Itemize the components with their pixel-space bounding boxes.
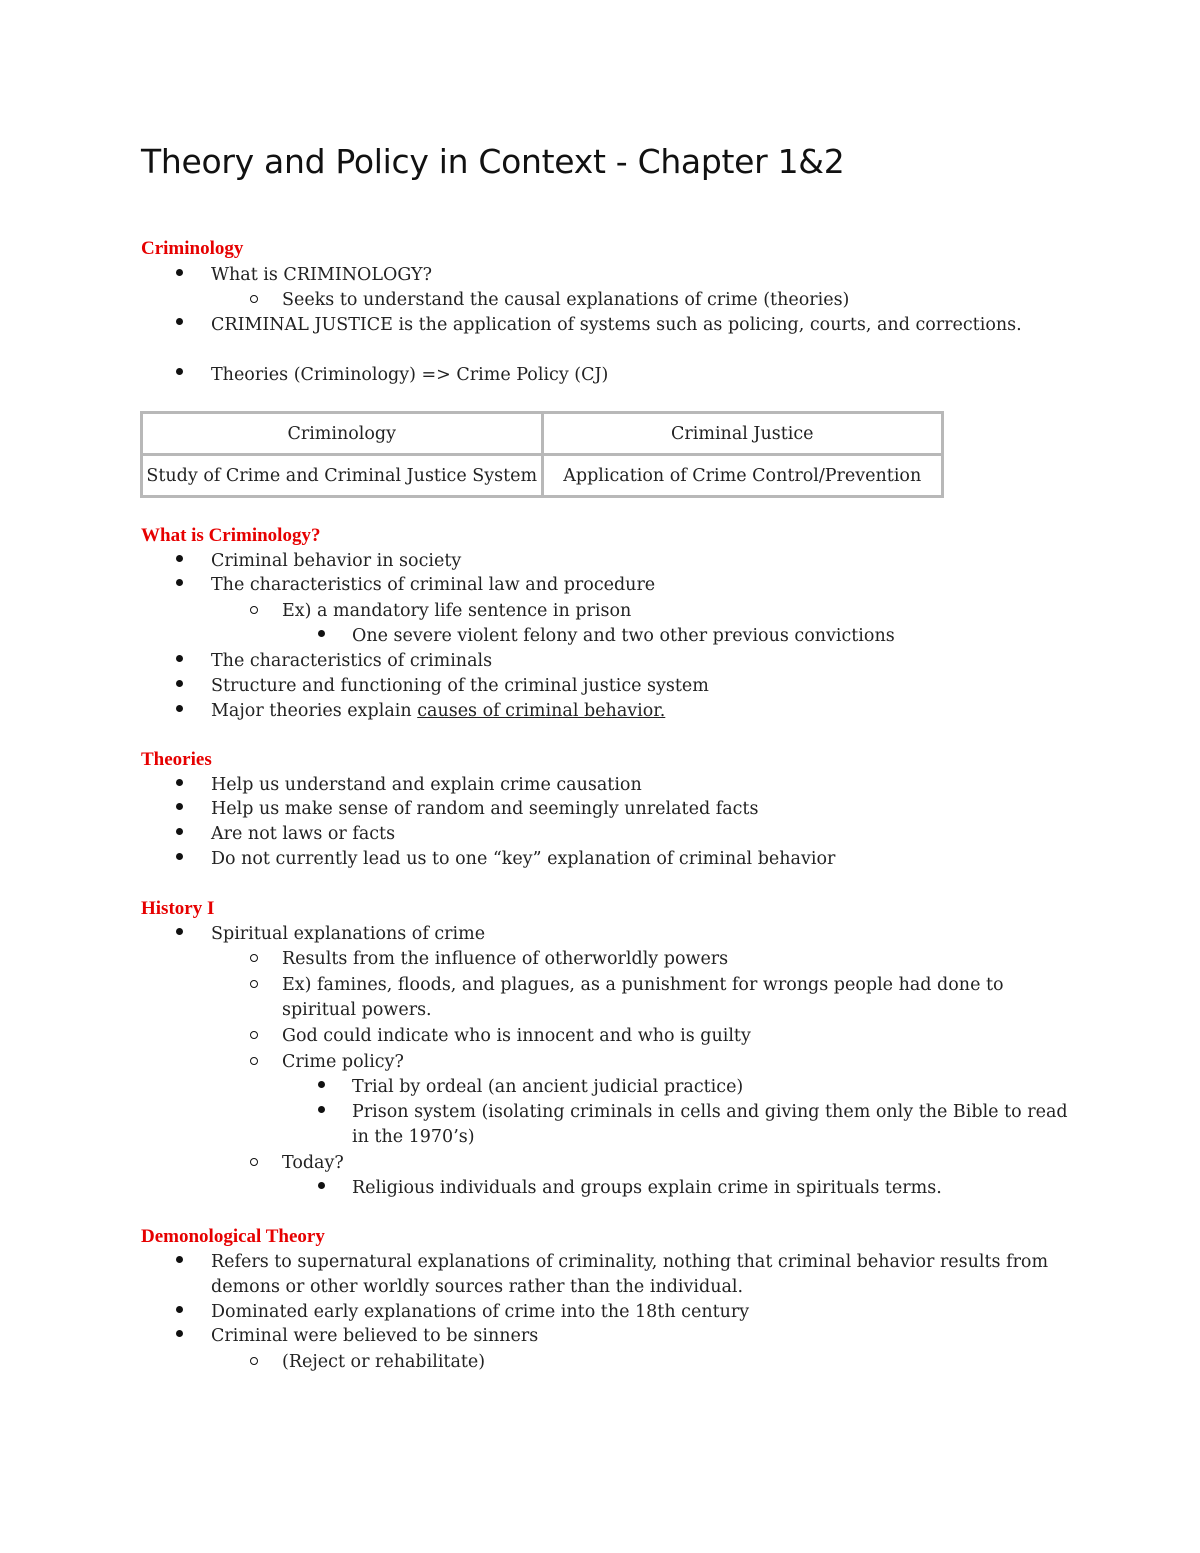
section-heading-demonological: Demonological Theory: [141, 1226, 325, 1247]
circle-bullet-icon: [250, 606, 258, 614]
underlined-text: causes of criminal behavior.: [417, 701, 666, 721]
list-item: God could indicate who is innocent and who is guilty: [282, 1026, 751, 1046]
list-item: Religious individuals and groups explain crime in spirituals terms.: [352, 1178, 942, 1198]
list-item: Today?: [282, 1153, 344, 1173]
table-header-cell: Criminology: [142, 413, 543, 455]
bullet-icon: [318, 630, 325, 637]
list-item: Ex) famines, floods, and plagues, as a punishment for wrongs people had done to: [282, 975, 1004, 995]
section-heading-history: History I: [141, 898, 215, 919]
bullet-icon: [176, 655, 183, 662]
list-item: Do not currently lead us to one “key” explanation of criminal behavior: [211, 849, 836, 869]
bullet-icon: [176, 269, 183, 276]
bullet-icon: [176, 680, 183, 687]
table-header-cell: Criminal Justice: [542, 413, 943, 455]
circle-bullet-icon: [250, 1057, 258, 1065]
list-item: Help us make sense of random and seemingly unrelated facts: [211, 799, 759, 819]
bullet-icon: [176, 853, 183, 860]
section-heading-theories: Theories: [141, 749, 212, 770]
table-row: [142, 455, 943, 497]
list-item: Spiritual explanations of crime: [211, 924, 486, 944]
table-cell: Application of Crime Control/Prevention: [542, 455, 943, 497]
bullet-icon: [176, 1330, 183, 1337]
bullet-icon: [318, 1081, 325, 1088]
bullet-icon: [318, 1106, 325, 1113]
table-cell: Study of Crime and Criminal Justice System: [142, 455, 543, 497]
circle-bullet-icon: [250, 1357, 258, 1365]
circle-bullet-icon: [250, 295, 258, 303]
circle-bullet-icon: [250, 980, 258, 988]
bullet-icon: [176, 803, 183, 810]
list-item: Are not laws or facts: [211, 824, 396, 844]
bullet-icon: [176, 555, 183, 562]
list-item-continuation: demons or other worldly sources rather than the individual.: [211, 1277, 744, 1297]
bullet-icon: [176, 579, 183, 586]
circle-bullet-icon: [250, 954, 258, 962]
list-item: Dominated early explanations of crime into the 18th century: [211, 1302, 750, 1322]
bullet-icon: [176, 828, 183, 835]
bullet-icon: [176, 318, 183, 325]
list-item-text: Major theories explain: [211, 701, 418, 721]
list-item-continuation: in the 1970’s): [352, 1127, 475, 1147]
bullet-icon: [176, 779, 183, 786]
list-item: CRIMINAL JUSTICE is the application of systems such as policing, courts, and corrections.: [211, 315, 1022, 335]
list-item: Structure and functioning of the criminal justice system: [211, 676, 709, 696]
circle-bullet-icon: [250, 1031, 258, 1039]
list-item: The characteristics of criminals: [211, 651, 493, 671]
list-item: (Reject or rehabilitate): [282, 1352, 486, 1372]
list-item-continuation: spiritual powers.: [282, 1000, 432, 1020]
comparison-table: [140, 411, 944, 498]
bullet-icon: [176, 1256, 183, 1263]
section-heading-what-is-criminology: What is Criminology?: [141, 525, 321, 546]
bullet-icon: [176, 1306, 183, 1313]
circle-bullet-icon: [250, 1158, 258, 1166]
page-title: Theory and Policy in Context - Chapter 1&2: [141, 142, 845, 181]
bullet-icon: [318, 1182, 325, 1189]
table-header-row: [142, 413, 943, 455]
section-heading-criminology: Criminology: [141, 238, 244, 259]
list-item: Criminal behavior in society: [211, 551, 462, 571]
list-item: [211, 699, 665, 724]
list-item: Ex) a mandatory life sentence in prison: [282, 601, 632, 621]
list-item: Theories (Criminology) => Crime Policy (CJ): [211, 365, 609, 385]
list-item: Prison system (isolating criminals in cells and giving them only the Bible to read: [352, 1102, 1068, 1122]
list-item: Refers to supernatural explanations of criminality, nothing that criminal behavior results from: [211, 1252, 1049, 1272]
list-item: Crime policy?: [282, 1052, 404, 1072]
list-item: What is CRIMINOLOGY?: [211, 265, 432, 285]
list-item: Trial by ordeal (an ancient judicial practice): [352, 1077, 744, 1097]
bullet-icon: [176, 368, 183, 375]
list-item: Seeks to understand the causal explanations of crime (theories): [282, 290, 850, 310]
list-item: One severe violent felony and two other previous convictions: [352, 626, 895, 646]
bullet-icon: [176, 928, 183, 935]
list-item: Results from the influence of otherworldly powers: [282, 949, 729, 969]
bullet-icon: [176, 705, 183, 712]
list-item: Help us understand and explain crime causation: [211, 775, 642, 795]
list-item: Criminal were believed to be sinners: [211, 1326, 539, 1346]
list-item: The characteristics of criminal law and procedure: [211, 575, 656, 595]
